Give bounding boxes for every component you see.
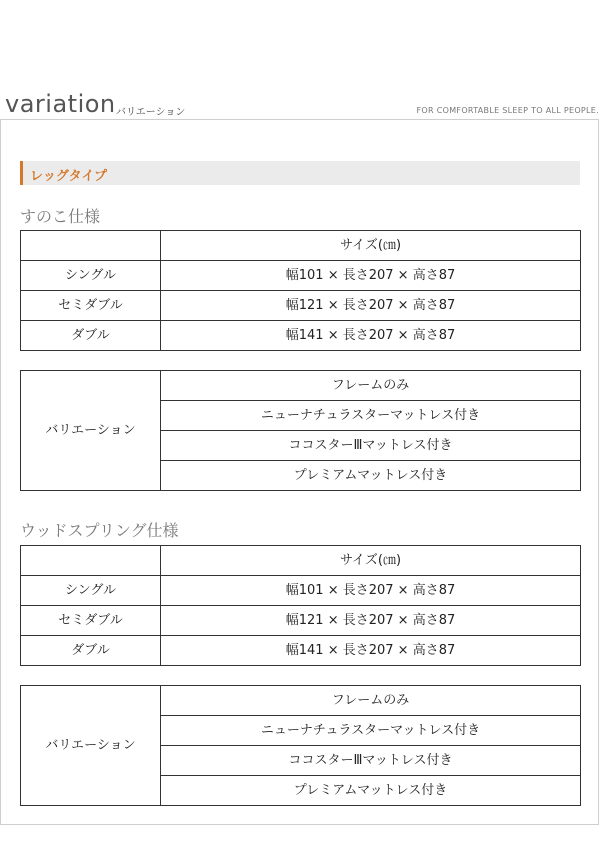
variation-option: プレミアムマットレス付き	[161, 776, 581, 806]
bed-size-dimensions: 幅101 × 長さ207 × 高さ87	[161, 261, 581, 291]
table-row	[21, 371, 581, 401]
variation-option: フレームのみ	[161, 686, 581, 716]
bed-size-dimensions: 幅121 × 長さ207 × 高さ87	[161, 606, 581, 636]
variation-option: ニューナチュラスターマットレス付き	[161, 716, 581, 746]
variation-option: ココスターⅢマットレス付き	[161, 746, 581, 776]
variation-label: バリエーション	[21, 371, 161, 491]
variation-table-wood-spring	[20, 685, 581, 806]
bed-size-name: シングル	[21, 261, 161, 291]
type-label: レッグタイプ	[30, 169, 107, 184]
bed-size-dimensions: 幅141 × 長さ207 × 高さ87	[161, 636, 581, 666]
page-title: variation	[5, 90, 116, 118]
bed-size-dimensions: 幅141 × 長さ207 × 高さ87	[161, 321, 581, 351]
bed-size-name: セミダブル	[21, 606, 161, 636]
type-bar	[20, 161, 580, 185]
tagline: FOR COMFORTABLE SLEEP TO ALL PEOPLE.	[416, 106, 599, 115]
bed-size-name: シングル	[21, 576, 161, 606]
type-bar-accent	[20, 161, 23, 185]
section-title-sunoko: すのこ仕様	[20, 207, 101, 226]
size-header: サイズ(㎝)	[161, 231, 581, 261]
size-table-corner	[21, 546, 161, 576]
variation-option: ココスターⅢマットレス付き	[161, 431, 581, 461]
size-table-sunoko	[20, 230, 581, 351]
size-header: サイズ(㎝)	[161, 546, 581, 576]
variation-option: プレミアムマットレス付き	[161, 461, 581, 491]
table-row	[21, 576, 581, 606]
size-table-corner	[21, 231, 161, 261]
variation-table-sunoko	[20, 370, 581, 491]
table-row	[21, 291, 581, 321]
section-title-wood-spring: ウッドスプリング仕様	[20, 521, 179, 540]
table-row	[21, 686, 581, 716]
variation-option: ニューナチュラスターマットレス付き	[161, 401, 581, 431]
table-row	[21, 546, 581, 576]
bed-size-dimensions: 幅101 × 長さ207 × 高さ87	[161, 576, 581, 606]
table-row	[21, 261, 581, 291]
page-subtitle: バリエーション	[116, 107, 186, 118]
table-row	[21, 606, 581, 636]
variation-option: フレームのみ	[161, 371, 581, 401]
size-table-wood-spring	[20, 545, 581, 666]
bed-size-name: ダブル	[21, 636, 161, 666]
variation-label: バリエーション	[21, 686, 161, 806]
table-row	[21, 321, 581, 351]
bed-size-dimensions: 幅121 × 長さ207 × 高さ87	[161, 291, 581, 321]
bed-size-name: セミダブル	[21, 291, 161, 321]
bed-size-name: ダブル	[21, 321, 161, 351]
table-row	[21, 231, 581, 261]
table-row	[21, 636, 581, 666]
